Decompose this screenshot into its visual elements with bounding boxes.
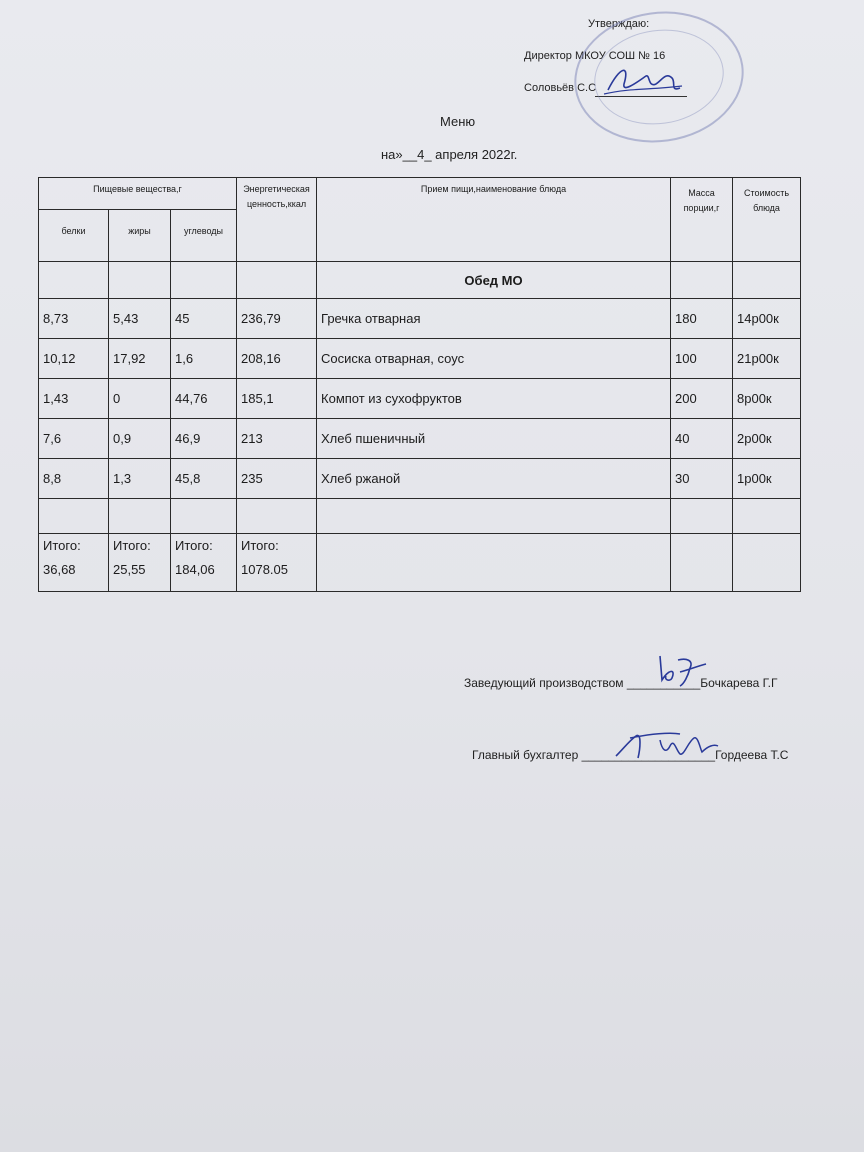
table-row xyxy=(39,299,801,339)
total-protein: Итого: 36,68 xyxy=(39,534,109,592)
production-signature-line xyxy=(464,676,777,690)
cell-dish: Компот из сухофруктов xyxy=(317,379,671,419)
cell-energy: 236,79 xyxy=(237,299,317,339)
total-energy: Итого: 1078.05 xyxy=(237,534,317,592)
header-energy: Энергетическая ценность,ккал xyxy=(237,178,317,262)
cell-carbs: 1,6 xyxy=(171,339,237,379)
cell-cost: 14р00к xyxy=(733,299,801,339)
cell-dish: Сосиска отварная, соус xyxy=(317,339,671,379)
table-row xyxy=(39,419,801,459)
table-row xyxy=(39,459,801,499)
cell-dish: Хлеб пшеничный xyxy=(317,419,671,459)
table-row-empty xyxy=(39,499,801,534)
accountant-role: Главный бухгалтер ____________________ xyxy=(472,748,716,762)
header-carbs: углеводы xyxy=(171,210,237,262)
cell-protein: 8,8 xyxy=(39,459,109,499)
approval-line-3: Соловьёв С.С xyxy=(524,82,597,94)
cell-energy: 208,16 xyxy=(237,339,317,379)
cell-mass: 200 xyxy=(671,379,733,419)
cell-carbs: 46,9 xyxy=(171,419,237,459)
accountant-name: Гордеева Т.С xyxy=(715,748,789,762)
menu-title: Меню xyxy=(440,114,476,129)
cell-carbs: 45 xyxy=(171,299,237,339)
cell-cost: 1р00к xyxy=(733,459,801,499)
cell-mass: 40 xyxy=(671,419,733,459)
cell-mass: 30 xyxy=(671,459,733,499)
cell-carbs: 44,76 xyxy=(171,379,237,419)
header-nutrients: Пищевые вещества,г xyxy=(39,178,237,210)
cell-fat: 17,92 xyxy=(109,339,171,379)
cell-energy: 235 xyxy=(237,459,317,499)
table-row xyxy=(39,339,801,379)
production-role: Заведующий производством ___________ xyxy=(464,676,701,690)
header-fat: жиры xyxy=(109,210,171,262)
table-row xyxy=(39,379,801,419)
cell-carbs: 45,8 xyxy=(171,459,237,499)
cell-fat: 0,9 xyxy=(109,419,171,459)
header-mass: Масса порции,г xyxy=(671,178,733,262)
cell-protein: 7,6 xyxy=(39,419,109,459)
accountant-signature xyxy=(610,726,720,766)
cell-fat: 5,43 xyxy=(109,299,171,339)
approval-line-2: Директор МКОУ СОШ № 16 xyxy=(524,50,666,62)
total-carbs: Итого: 184,06 xyxy=(171,534,237,592)
production-signature xyxy=(650,650,710,688)
production-name: Бочкарева Г.Г xyxy=(700,676,778,690)
section-title: Обед МО xyxy=(317,262,671,299)
cell-protein: 1,43 xyxy=(39,379,109,419)
cell-cost: 8р00к xyxy=(733,379,801,419)
menu-date: на»__4_ апреля 2022г. xyxy=(381,147,518,162)
total-fat: Итого: 25,55 xyxy=(109,534,171,592)
director-signature xyxy=(600,58,684,102)
menu-table xyxy=(38,177,801,592)
cell-protein: 10,12 xyxy=(39,339,109,379)
header-protein: белки xyxy=(39,210,109,262)
header-cost: Стоимость блюда xyxy=(733,178,801,262)
cell-dish: Хлеб ржаной xyxy=(317,459,671,499)
cell-fat: 1,3 xyxy=(109,459,171,499)
cell-energy: 185,1 xyxy=(237,379,317,419)
cell-cost: 2р00к xyxy=(733,419,801,459)
cell-fat: 0 xyxy=(109,379,171,419)
cell-mass: 180 xyxy=(671,299,733,339)
totals-row xyxy=(39,534,801,592)
cell-mass: 100 xyxy=(671,339,733,379)
cell-energy: 213 xyxy=(237,419,317,459)
header-meal: Прием пищи,наименование блюда xyxy=(317,178,671,262)
cell-protein: 8,73 xyxy=(39,299,109,339)
approval-line-1: Утверждаю: xyxy=(588,18,650,30)
cell-cost: 21р00к xyxy=(733,339,801,379)
cell-dish: Гречка отварная xyxy=(317,299,671,339)
